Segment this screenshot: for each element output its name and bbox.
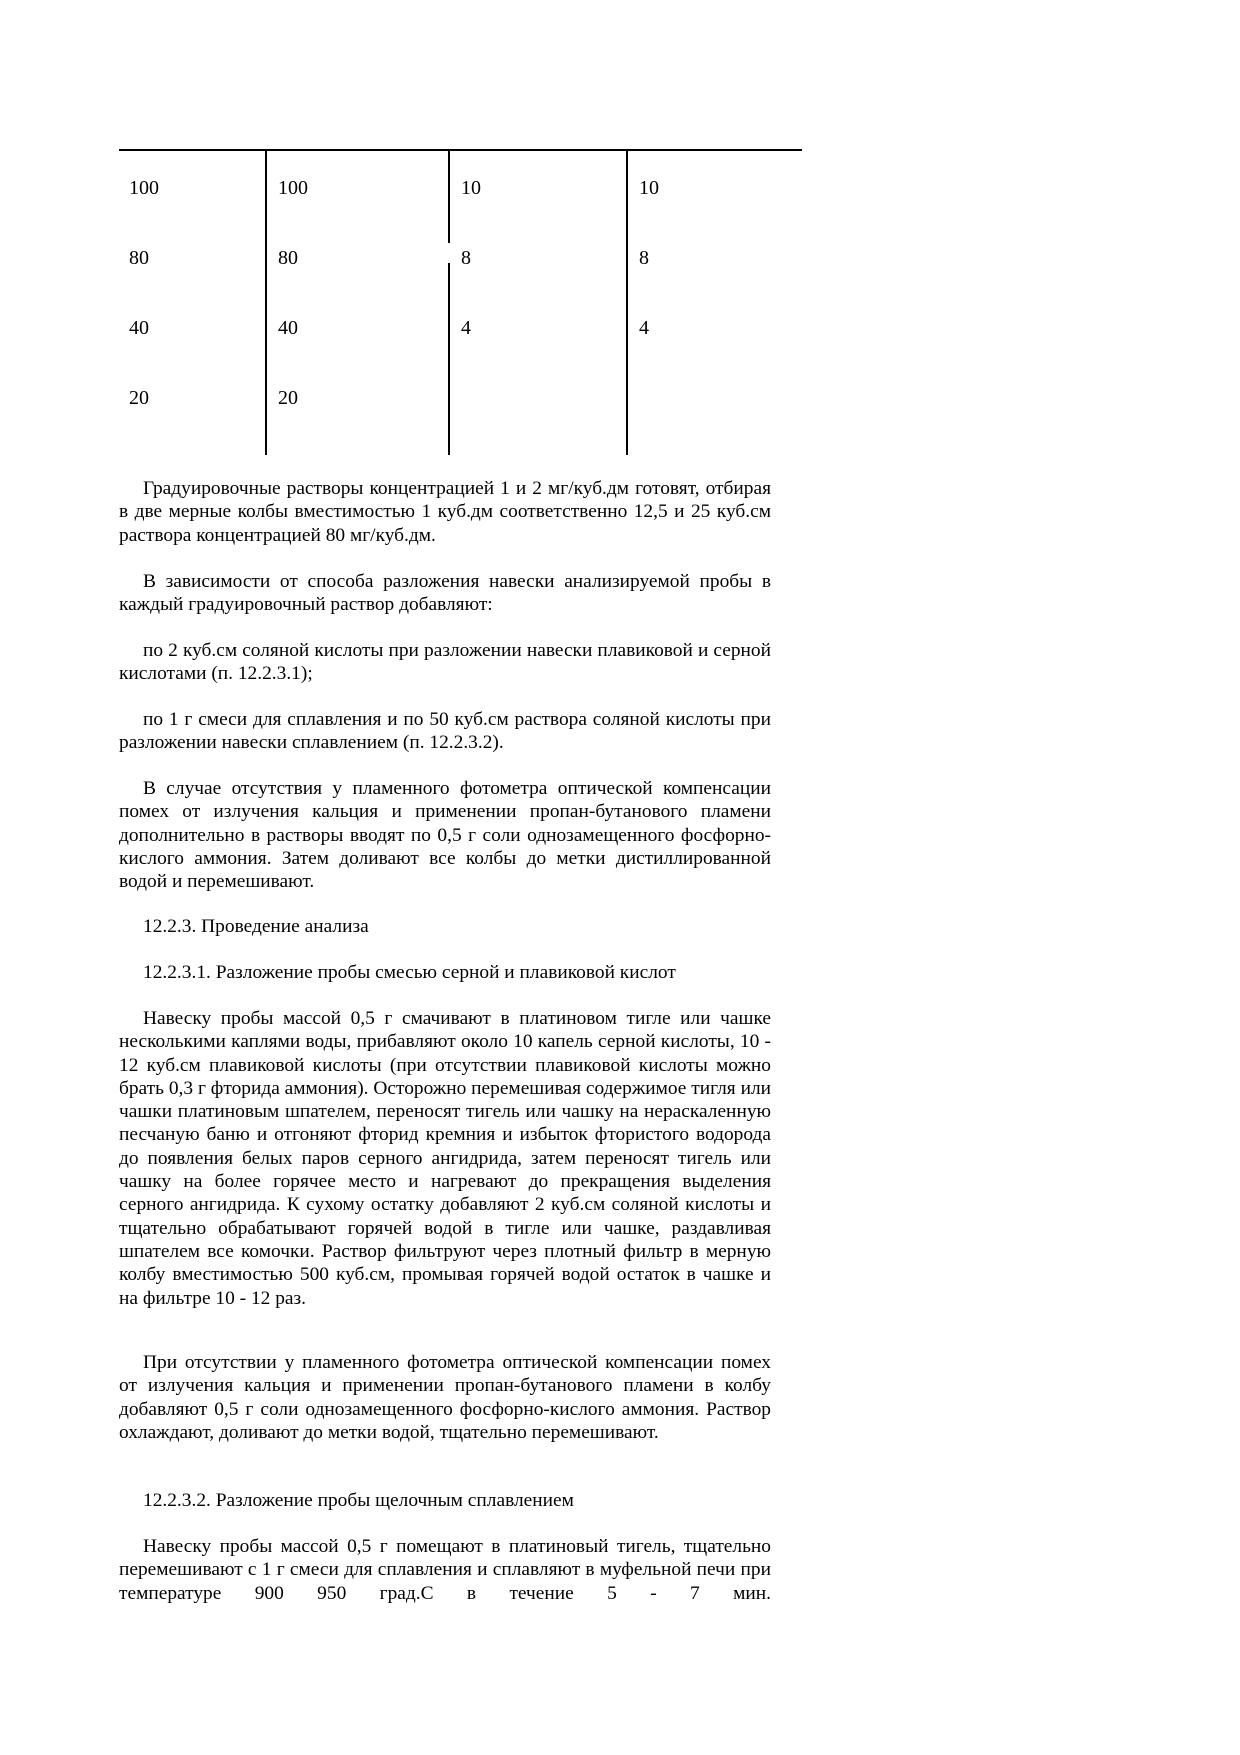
table-cell: 80 [129, 247, 149, 269]
table-column-divider [626, 151, 628, 455]
table-cell: 100 [129, 177, 159, 199]
table-cell: 10 [461, 177, 481, 199]
paragraph-text: по 1 г смеси для сплавления и по 50 куб.см раствора соляной кислоты при разложении навески сплавлением (п. 12.2.3.2). [119, 709, 771, 754]
table-column-divider [265, 151, 267, 455]
subsection-heading [119, 1489, 771, 1512]
paragraph-text: Градуировочные растворы концентрацией 1 и 2 мг/куб.дм готовят, отбирая в две мерные колбы вместимостью 1 куб.дм соответственно 12,5 и 25 куб.см раствора концентрацией 80 мг/куб.дм. [119, 478, 771, 546]
paragraph [119, 777, 771, 893]
paragraph [119, 1007, 771, 1310]
table-cell: 4 [639, 317, 649, 339]
paragraph-text: При отсутствии у пламенного фотометра оптической компенсации помех от излучения кальция и применении пропан-бутанового пламени в колбу добавляют 0,5 г соли однозамещенного фосфорно-кислого аммония. Раствор охлаждают, доливают до метки водой, тщательно перемешивают. [119, 1352, 771, 1443]
paragraph [119, 639, 771, 686]
calibration-table [119, 149, 802, 455]
table-cell: 4 [461, 317, 471, 339]
table-column-divider [448, 151, 450, 243]
paragraph [119, 570, 771, 617]
subsection-heading-text: 12.2.3.1. Разложение пробы смесью серной и плавиковой кислот [143, 962, 676, 983]
table-cell: 40 [129, 317, 149, 339]
paragraph [119, 708, 771, 755]
subsection-heading-text: 12.2.3.2. Разложение пробы щелочным сплавлением [143, 1490, 574, 1511]
paragraph-text: В зависимости от способа разложения навески анализируемой пробы в каждый градуировочный раствор добавляют: [119, 571, 771, 616]
paragraph-text: по 2 куб.см соляной кислоты при разложении навески плавиковой и серной кислотами (п. 12.2.3.1); [119, 640, 771, 685]
paragraph [119, 1351, 771, 1444]
section-heading [119, 915, 771, 938]
paragraph-text: Навеску пробы массой 0,5 г смачивают в платиновом тигле или чашке несколькими каплями воды, прибавляют около 10 капель серной кислоты, 10 - 12 куб.см плавиковой кислоты (при отсутствии плавиковой кислоты можно брать 0,3 г фторида аммония). Осторожно перемешивая содержимое тигля или чашки платиновым шпателем, переносят тигель или чашку на нераскаленную песчаную баню и отгоняют фторид кремния и избыток фтористого водорода до появления белых паров серного ангидрида, затем переносят тигель или чашку на более горячее место и нагревают до прекращения выделения серного ангидрида. К сухому остатку добавляют 2 куб.см соляной кислоты и тщательно обрабатывают горячей водой в тигле или чашке, раздавливая шпателем все комочки. Раствор фильтруют через плотный фильтр в мерную колбу вместимостью 500 куб.см, промывая горячей водой остаток в чашке и на фильтре 10 - 12 раз. [119, 1008, 771, 1309]
table-cell: 10 [639, 177, 659, 199]
paragraph [119, 1535, 771, 1605]
table-cell: 8 [461, 247, 471, 269]
paragraph-text: В случае отсутствия у пламенного фотометра оптической компенсации помех от излучения кальция и применении пропан-бутанового пламени дополнительно в растворы вводят по 0,5 г соли однозамещенного фосфорно-кислого аммония. Затем доливают все колбы до метки дистиллированной водой и перемешивают. [119, 778, 771, 893]
table-cell: 100 [278, 177, 308, 199]
table-cell: 20 [278, 387, 298, 409]
table-column-divider [448, 263, 450, 455]
paragraph [119, 477, 771, 547]
table-cell: 8 [639, 247, 649, 269]
paragraph-text: Навеску пробы массой 0,5 г помещают в платиновый тигель, тщательно перемешивают с 1 г смеси для сплавления и сплавляют в муфельной печи при температуре 900 950 град.С в течение 5 - 7 мин. [119, 1536, 771, 1604]
table-cell: 80 [278, 247, 298, 269]
subsection-heading [119, 961, 771, 984]
table-cell: 20 [129, 387, 149, 409]
table-cell: 40 [278, 317, 298, 339]
section-heading-text: 12.2.3. Проведение анализа [143, 916, 369, 937]
